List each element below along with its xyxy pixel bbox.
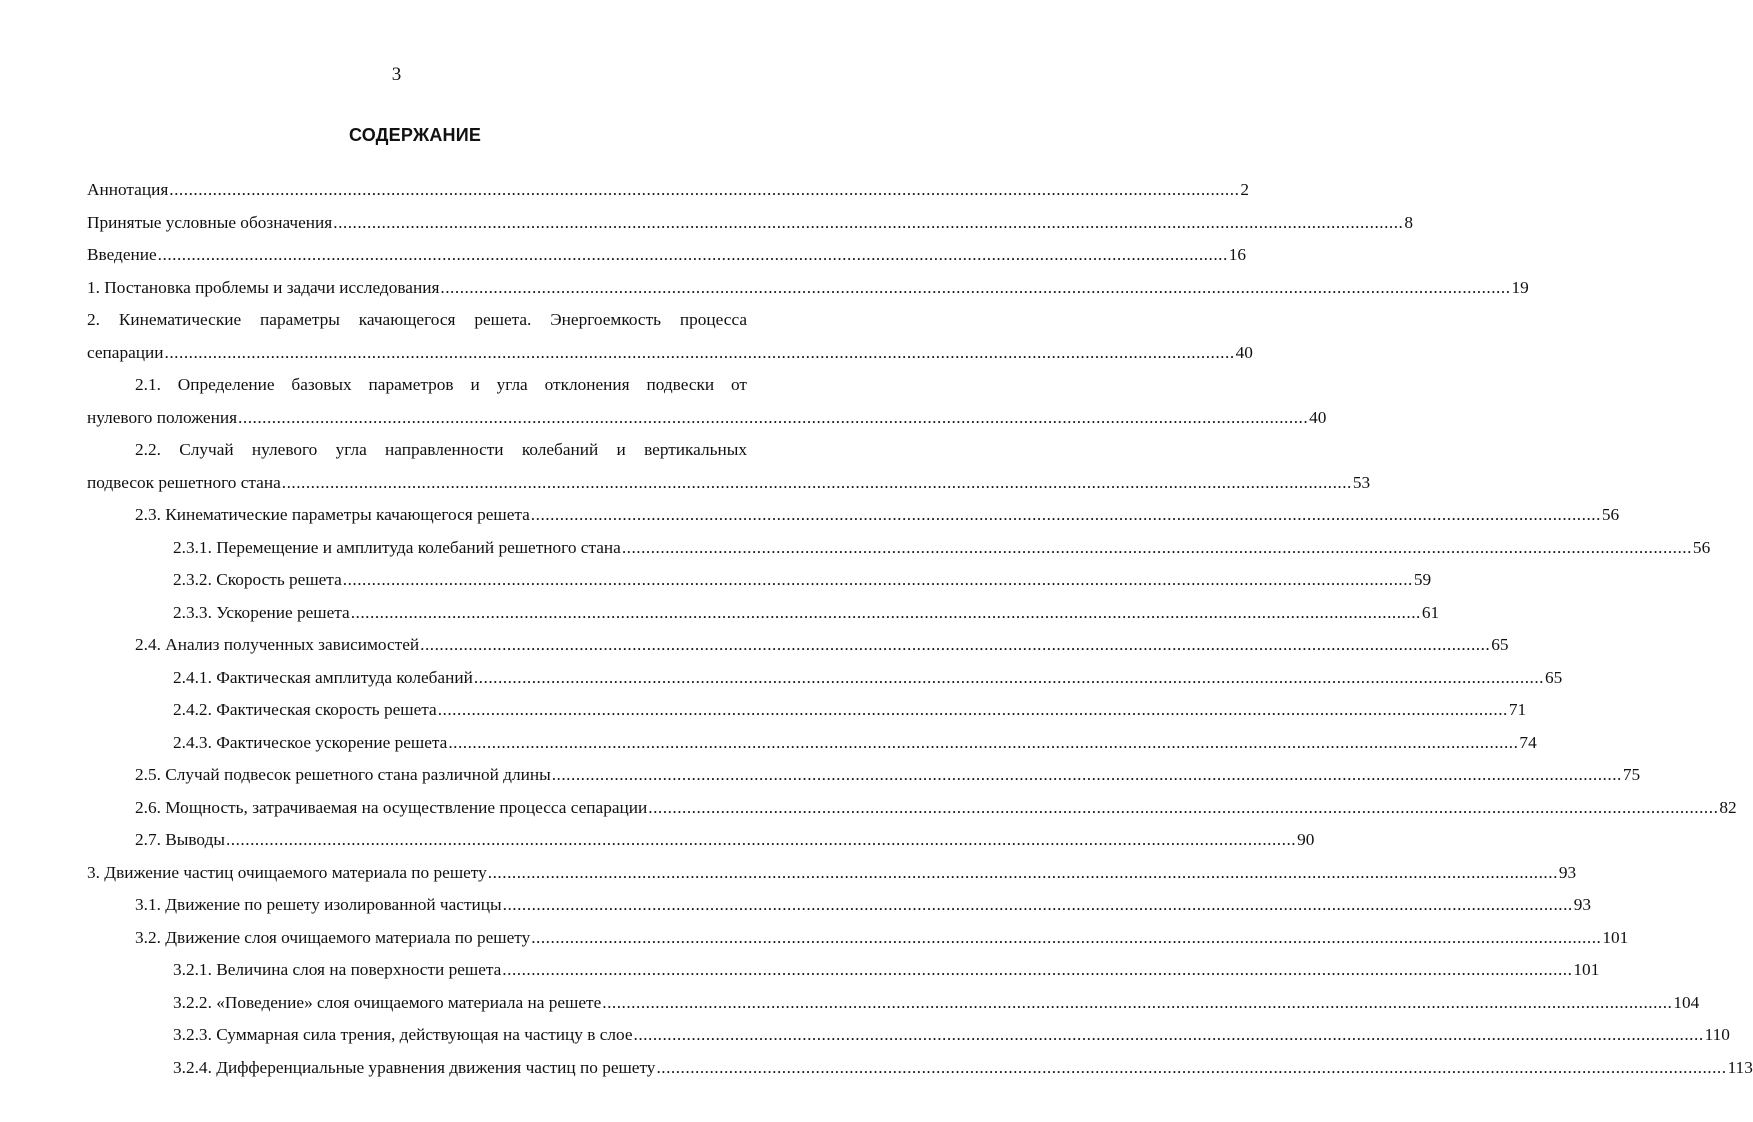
dot-leader: .............................................................................................................................................................................................................................. xyxy=(420,635,1491,654)
toc-entry-page: 65 xyxy=(1491,635,1509,654)
table-of-contents xyxy=(87,174,1753,1084)
toc-entry-page: 40 xyxy=(1309,407,1327,427)
dot-leader: .............................................................................................................................................................................................................................. xyxy=(602,992,1673,1012)
toc-entry-page: 56 xyxy=(1692,537,1711,557)
toc-entry-label: 3.2.1. Величина слоя на поверхности решета xyxy=(173,960,502,979)
toc-entry-label: нулевого положения xyxy=(87,407,238,427)
toc-entry-label: Аннотация xyxy=(87,180,169,199)
toc-entry-3-2-2[interactable] xyxy=(87,987,1700,1020)
toc-entry-3-2-3[interactable] xyxy=(87,1019,1730,1052)
toc-entry-page: 90 xyxy=(1297,830,1315,849)
toc-entry-2-4-3[interactable] xyxy=(87,727,1537,760)
toc-entry-label: 3.2.3. Суммарная сила трения, действующая на частицу в слое xyxy=(173,1025,633,1044)
toc-entry-label: 3.2.4. Дифференциальные уравнения движения частиц по решету xyxy=(173,1057,656,1077)
toc-entry-2-6[interactable] xyxy=(87,792,1737,825)
dot-leader: .............................................................................................................................................................................................................................. xyxy=(238,407,1309,427)
toc-entry-label: 2.4.1. Фактическая амплитуда колебаний xyxy=(173,667,473,687)
dot-leader: .............................................................................................................................................................................................................................. xyxy=(656,1057,1727,1077)
toc-entry-3-1[interactable] xyxy=(87,889,1592,922)
toc-entry-page: 61 xyxy=(1421,602,1440,622)
toc-entry-label: 2.3.3. Ускорение решета xyxy=(173,602,350,622)
toc-entry-notation[interactable] xyxy=(87,207,1413,240)
toc-entry-page: 8 xyxy=(1404,212,1413,232)
toc-entry-label: Принятые условные обозначения xyxy=(87,212,333,232)
toc-entry-label: 2.3. Кинематические параметры качающегося решета xyxy=(135,505,530,524)
toc-entry-label: 2.4.2. Фактическая скорость решета xyxy=(173,700,437,719)
dot-leader: .............................................................................................................................................................................................................................. xyxy=(473,667,1544,687)
toc-entry-3-2[interactable] xyxy=(87,922,1629,955)
dot-leader: .............................................................................................................................................................................................................................. xyxy=(648,797,1719,817)
dot-leader: .............................................................................................................................................................................................................................. xyxy=(164,342,1235,362)
toc-entry-label: 2.4.3. Фактическое ускорение решета xyxy=(173,732,448,752)
toc-entry-page: 40 xyxy=(1235,342,1253,362)
toc-entry-page: 2 xyxy=(1240,180,1250,199)
toc-entry-page: 71 xyxy=(1508,700,1527,719)
toc-entry-label: 2.7. Выводы xyxy=(135,830,225,849)
toc-entry-page: 16 xyxy=(1228,245,1247,264)
dot-leader: .............................................................................................................................................................................................................................. xyxy=(551,765,1622,784)
toc-entry-2-3-2[interactable] xyxy=(87,564,1432,597)
toc-entry-page: 101 xyxy=(1602,927,1629,947)
toc-entry-page: 113 xyxy=(1727,1057,1753,1077)
toc-entry-label: 2.6. Мощность, затрачиваемая на осуществление процесса сепарации xyxy=(135,797,648,817)
toc-entry-page: 56 xyxy=(1601,505,1620,524)
toc-entry-page: 53 xyxy=(1352,472,1371,492)
dot-leader: .............................................................................................................................................................................................................................. xyxy=(633,1025,1704,1044)
dot-leader: .............................................................................................................................................................................................................................. xyxy=(502,895,1573,914)
toc-entry-label: сепарации xyxy=(87,342,164,362)
toc-entry-page: 65 xyxy=(1544,667,1563,687)
toc-entry-label: 3.2.2. «Поведение» слоя очищаемого материала на решете xyxy=(173,992,602,1012)
toc-entry-page: 74 xyxy=(1519,732,1537,752)
toc-entry-2-2[interactable] xyxy=(87,434,1371,499)
toc-entry-label: подвесок решетного стана xyxy=(87,472,281,492)
dot-leader: .............................................................................................................................................................................................................................. xyxy=(350,602,1421,622)
toc-entry-introduction[interactable] xyxy=(87,239,1247,272)
toc-entry-annotation[interactable] xyxy=(87,174,1250,207)
toc-entry-page: 101 xyxy=(1573,960,1600,979)
toc-entry-page: 110 xyxy=(1704,1025,1730,1044)
toc-entry-label: 3. Движение частиц очищаемого материала по решету xyxy=(87,862,487,882)
toc-entry-label: 2.4. Анализ полученных зависимостей xyxy=(135,635,420,654)
toc-entry-2-4-1[interactable] xyxy=(87,662,1563,695)
toc-entry-label: 1. Постановка проблемы и задачи исследования xyxy=(87,277,440,297)
dot-leader: .............................................................................................................................................................................................................................. xyxy=(281,472,1352,492)
toc-entry-3-2-1[interactable] xyxy=(87,954,1600,987)
toc-entry-2-7[interactable] xyxy=(87,824,1315,857)
toc-entry-label: 3.2. Движение слоя очищаемого материала по решету xyxy=(135,927,531,947)
toc-entry-2-3[interactable] xyxy=(87,499,1620,532)
toc-entry-page: 104 xyxy=(1673,992,1700,1012)
toc-entry-label: 2.3.2. Скорость решета xyxy=(173,570,342,589)
toc-entry-page: 93 xyxy=(1573,895,1592,914)
dot-leader: .............................................................................................................................................................................................................................. xyxy=(621,537,1692,557)
dot-leader: .............................................................................................................................................................................................................................. xyxy=(530,505,1601,524)
toc-entry-label-line1: 2.2. Случай нулевого угла направленности колебаний и вертикальных xyxy=(135,440,747,459)
toc-entry-chapter-1[interactable] xyxy=(87,272,1529,305)
toc-entry-page: 75 xyxy=(1622,765,1641,784)
dot-leader: .............................................................................................................................................................................................................................. xyxy=(169,180,1240,199)
toc-entry-page: 93 xyxy=(1558,862,1577,882)
toc-entry-2-3-3[interactable] xyxy=(87,597,1440,630)
dot-leader: .............................................................................................................................................................................................................................. xyxy=(157,245,1228,264)
dot-leader: .............................................................................................................................................................................................................................. xyxy=(531,927,1602,947)
toc-entry-2-5[interactable] xyxy=(87,759,1641,792)
dot-leader: .............................................................................................................................................................................................................................. xyxy=(487,862,1558,882)
dot-leader: .............................................................................................................................................................................................................................. xyxy=(333,212,1404,232)
toc-entry-label-line1: 2. Кинематические параметры качающегося решета. Энергоемкость процесса xyxy=(87,310,747,329)
toc-entry-2-4-2[interactable] xyxy=(87,694,1527,727)
toc-entry-label: 2.5. Случай подвесок решетного стана различной длины xyxy=(135,765,551,784)
dot-leader: .............................................................................................................................................................................................................................. xyxy=(225,830,1297,849)
toc-entry-page: 82 xyxy=(1719,797,1737,817)
dot-leader: .............................................................................................................................................................................................................................. xyxy=(342,570,1413,589)
toc-entry-page: 19 xyxy=(1511,277,1529,297)
toc-entry-2-4[interactable] xyxy=(87,629,1509,662)
toc-entry-label: 3.1. Движение по решету изолированной частицы xyxy=(135,895,502,914)
toc-entry-2-3-1[interactable] xyxy=(87,532,1711,565)
dot-leader: .............................................................................................................................................................................................................................. xyxy=(502,960,1573,979)
page-number: 3 xyxy=(391,64,402,85)
toc-title: СОДЕРЖАНИЕ xyxy=(348,125,482,145)
dot-leader: .............................................................................................................................................................................................................................. xyxy=(437,700,1508,719)
toc-entry-label: 2.3.1. Перемещение и амплитуда колебаний решетного стана xyxy=(173,537,621,557)
toc-entry-3-2-4[interactable] xyxy=(87,1052,1753,1085)
dot-leader: .............................................................................................................................................................................................................................. xyxy=(440,277,1511,297)
toc-entry-label: Введение xyxy=(87,245,157,264)
toc-entry-2-1[interactable] xyxy=(87,369,1327,434)
dot-leader: .............................................................................................................................................................................................................................. xyxy=(448,732,1519,752)
toc-entry-chapter-3[interactable] xyxy=(87,857,1577,890)
toc-entry-chapter-2[interactable] xyxy=(87,304,1253,369)
toc-entry-page: 59 xyxy=(1413,570,1432,589)
toc-entry-label-line1: 2.1. Определение базовых параметров и угла отклонения подвески от xyxy=(135,375,747,394)
